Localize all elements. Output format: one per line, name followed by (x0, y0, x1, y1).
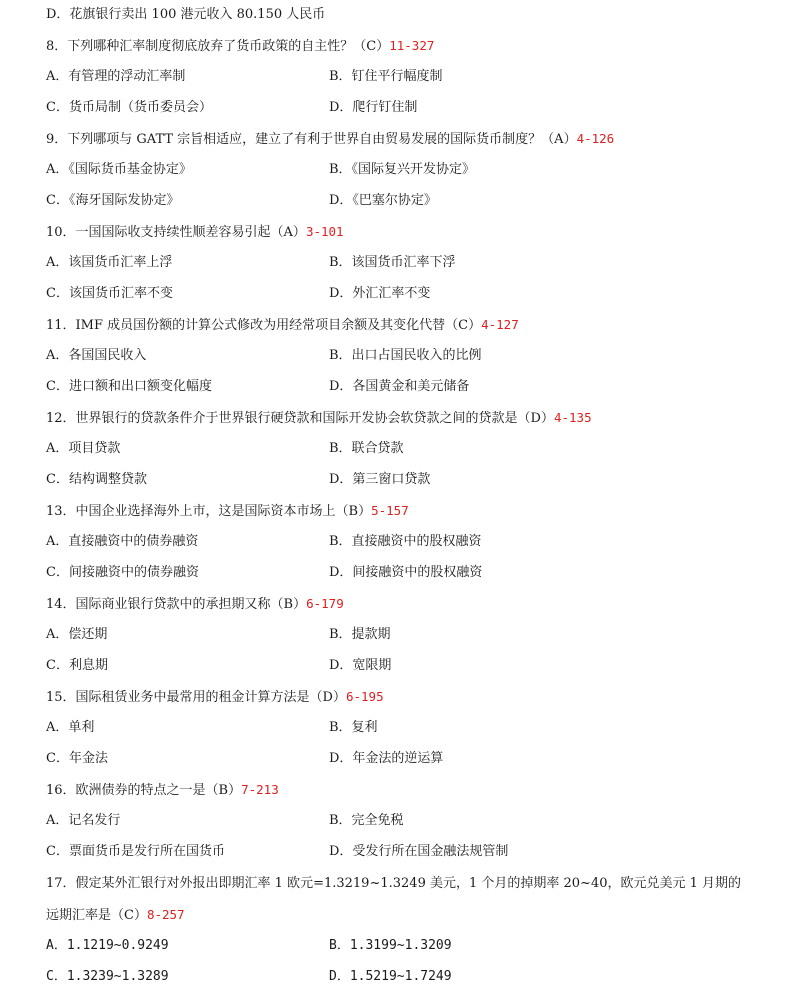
question-17-option-a: A．1.1219~0.9249 (46, 938, 169, 953)
question-12-stem (46, 409, 592, 428)
question-16-option-d: D．受发行所在国金融法规管制 (329, 844, 509, 859)
question-8-stem-text: 8．下列哪种汇率制度彻底放弃了货币政策的自主性？（C） (46, 39, 390, 54)
question-17-stem-continued (46, 906, 185, 925)
question-17-stem: 17．假定某外汇银行对外报出即期汇率 1 欧元=1.3219~1.3249 美元，1 个月的掉期率 20~40，欧元兑美元 1 月期的 (46, 876, 742, 891)
question-10-reference: 3-101 (305, 224, 344, 239)
question-10-stem-text: 10．一国国际收支持续性顺差容易引起（A） (46, 225, 306, 240)
question-15-option-a: A．单利 (46, 720, 95, 735)
question-7-option-d: D．花旗银行卖出 100 港元收入 80.150 人民币 (46, 7, 326, 22)
question-17-stem-text: 远期汇率是（C） (46, 908, 147, 923)
question-15-option-c: C．年金法 (46, 751, 108, 766)
question-13-option-d: D．间接融资中的股权融资 (329, 565, 483, 580)
question-10-option-a: A．该国货币汇率上浮 (46, 255, 173, 270)
question-11-option-b: B．出口占国民收入的比例 (329, 348, 482, 363)
question-14-option-d: D．宽限期 (329, 658, 392, 673)
question-14-stem (46, 595, 344, 614)
question-9-reference: 4-126 (576, 131, 615, 146)
question-16-option-b: B．完全免税 (329, 813, 404, 828)
question-16-reference: 7-213 (241, 782, 279, 797)
question-8-reference: 11-327 (389, 38, 435, 53)
question-15-stem-text: 15．国际租赁业务中最常用的租金计算方法是（D） (46, 690, 346, 705)
question-12-option-c: C．结构调整贷款 (46, 472, 147, 487)
question-11-stem (46, 316, 519, 335)
question-11-option-c: C．进口额和出口额变化幅度 (46, 379, 212, 394)
question-13-stem-text: 13．中国企业选择海外上市，这是国际资本市场上（B） (46, 504, 372, 519)
question-14-option-a: A．偿还期 (46, 627, 108, 642)
question-9-option-b: B．《国际复兴开发协定》 (329, 162, 476, 177)
question-17-option-d: D．1.5219~1.7249 (329, 969, 452, 984)
question-17-reference: 8-257 (146, 907, 185, 922)
question-15-stem (46, 688, 384, 707)
question-12-option-b: B．联合贷款 (329, 441, 404, 456)
question-10-option-d: D．外汇汇率不变 (329, 286, 431, 301)
question-8-option-b: B．钉住平行幅度制 (329, 69, 443, 84)
question-15-option-b: B．复利 (329, 720, 378, 735)
question-16-stem-text: 16．欧洲债券的特点之一是（B） (46, 783, 242, 798)
question-9-stem (46, 130, 614, 149)
question-17-option-c: C．1.3239~1.3289 (46, 969, 169, 984)
question-11-reference: 4-127 (481, 317, 519, 332)
question-16-stem (46, 781, 279, 800)
question-17-option-b: B．1.3199~1.3209 (329, 938, 452, 953)
question-13-stem (46, 502, 409, 521)
question-8-stem (46, 37, 434, 56)
question-16-option-a: A．记名发行 (46, 813, 121, 828)
question-14-option-c: C．利息期 (46, 658, 108, 673)
question-15-option-d: D．年金法的逆运算 (329, 751, 444, 766)
question-11-option-d: D．各国黄金和美元储备 (329, 379, 470, 394)
question-9-option-c: C．《海牙国际发协定》 (46, 193, 180, 208)
question-12-option-a: A．项目贷款 (46, 441, 121, 456)
question-9-option-d: D．《巴塞尔协定》 (329, 193, 437, 208)
question-16-option-c: C．票面货币是发行所在国货币 (46, 844, 225, 859)
question-13-reference: 5-157 (371, 503, 409, 518)
question-13-option-c: C．间接融资中的债券融资 (46, 565, 199, 580)
question-8-option-a: A．有管理的浮动汇率制 (46, 69, 186, 84)
question-13-option-a: A．直接融资中的债券融资 (46, 534, 199, 549)
question-9-stem-text: 9．下列哪项与 GATT 宗旨相适应，建立了有利于世界自由贸易发展的国际货币制度？（A） (46, 132, 577, 147)
question-15-reference: 6-195 (345, 689, 384, 704)
question-10-stem (46, 223, 344, 242)
question-11-option-a: A．各国国民收入 (46, 348, 147, 363)
question-8-option-c: C．货币局制（货币委员会） (46, 100, 212, 115)
question-10-option-b: B．该国货币汇率下浮 (329, 255, 456, 270)
question-12-option-d: D．第三窗口贷款 (329, 472, 431, 487)
question-9-option-a: A．《国际货币基金协定》 (46, 162, 192, 177)
question-13-option-b: B．直接融资中的股权融资 (329, 534, 482, 549)
question-14-stem-text: 14．国际商业银行贷款中的承担期又称（B） (46, 597, 307, 612)
question-11-stem-text: 11．IMF 成员国份额的计算公式修改为用经常项目余额及其变化代替（C） (46, 318, 482, 333)
question-14-reference: 6-179 (306, 596, 344, 611)
question-8-option-d: D．爬行钉住制 (329, 100, 418, 115)
question-14-option-b: B．提款期 (329, 627, 391, 642)
question-12-stem-text: 12．世界银行的贷款条件介于世界银行硬贷款和国际开发协会软贷款之间的贷款是（D） (46, 411, 554, 426)
question-10-option-c: C．该国货币汇率不变 (46, 286, 173, 301)
question-12-reference: 4-135 (553, 410, 592, 425)
